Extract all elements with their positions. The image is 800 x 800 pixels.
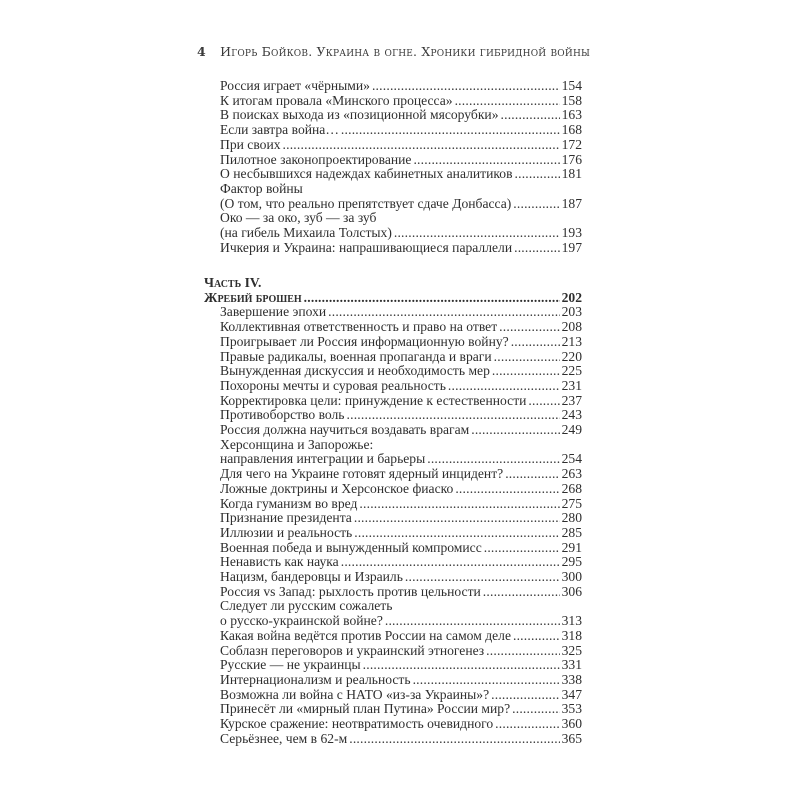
part-4-entries [204,305,582,746]
entry-title: Для чего на Украине готовят ядерный инцидент? [220,466,504,482]
toc-entry[interactable] [220,658,582,673]
entry-row [220,482,582,497]
toc-entry[interactable] [220,526,582,541]
dot-leader [469,423,559,438]
entry-row [220,123,582,138]
entry-row [220,394,582,409]
dot-leader [497,320,559,335]
entry-title-line1: Око — за око, зуб — за зуб [220,210,377,226]
entry-page: 331 [561,657,582,673]
entry-title: К итогам провала «Минского процесса» [220,92,453,108]
entry-page: 360 [561,716,582,732]
dot-leader [489,688,559,703]
dot-leader [411,153,559,168]
entry-title: Интернационализм и реальность [220,671,411,687]
entry-row [220,688,582,703]
entry-row [220,320,582,335]
entry-row [220,167,582,182]
entry-row [220,108,582,123]
toc-entry[interactable] [220,570,582,585]
running-title: Игорь Бойков. Украина в огне. Хроники гибридной войны [220,44,591,59]
entry-title: Серьёзнее, чем в 62-м [220,730,348,746]
entry-page: 338 [561,671,582,687]
entry-page: 176 [561,151,582,167]
entry-row [220,79,582,94]
entry-title: Вынужденная дискуссия и необходимость мер [220,363,490,379]
entry-title: Жребий брошен [204,289,302,305]
toc-entry[interactable] [220,364,582,379]
entry-title-line1: Следует ли русским сожалеть [220,598,393,614]
toc-entry[interactable] [220,335,582,350]
entry-row [220,541,582,556]
entry-page: 163 [561,107,582,123]
entry-page: 202 [561,289,582,305]
entry-title: Ненависть как наука [220,554,339,570]
entry-title: Правые радикалы, военная пропаганда и враги [220,348,492,364]
toc-entry[interactable] [220,320,582,335]
dot-leader [411,673,560,688]
entry-page: 325 [561,642,582,658]
dot-leader [490,364,560,379]
entry-row [220,350,582,365]
toc-entry[interactable] [220,555,582,570]
toc-entry[interactable] [220,688,582,703]
toc-entry[interactable] [220,153,582,168]
dot-leader [392,226,560,241]
dot-leader [492,350,560,365]
entry-title: Когда гуманизм во вред [220,495,358,511]
entry-page: 225 [561,363,582,379]
entry-page: 187 [561,195,582,211]
toc-entry[interactable] [220,511,582,526]
dot-leader [352,526,559,541]
entry-page: 249 [561,422,582,438]
entry-title: Военная победа и вынужденный компромисс [220,539,482,555]
entry-title: Россия играет «чёрными» [220,78,370,93]
toc-entry[interactable] [220,673,582,688]
dot-leader [361,658,560,673]
entry-title: При своих [220,136,281,152]
entry-row [220,241,582,256]
dot-leader [357,497,559,512]
entry-row [220,702,582,717]
entry-title: Пилотное законопроектирование [220,151,412,167]
dot-leader [383,614,560,629]
toc-entry[interactable] [220,644,582,659]
dot-leader [493,717,559,732]
dot-leader [499,108,560,123]
entry-title: О несбывшихся надеждах кабинетных аналитиков [220,166,513,182]
dot-leader [513,167,560,182]
entry-row [220,511,582,526]
entry-row [220,305,582,320]
dot-leader [281,138,560,153]
dot-leader [453,94,560,109]
entry-page: 231 [561,377,582,393]
toc-entry[interactable] [220,629,582,644]
entry-page: 347 [561,686,582,702]
dot-leader [425,452,559,467]
dot-leader [509,335,560,350]
entry-page: 365 [561,730,582,746]
entry-title: Русские — не украинцы [220,657,361,673]
entry-row [220,452,582,467]
entry-title: Возможна ли война с НАТО «из-за Украины»? [220,686,490,702]
entry-row [220,673,582,688]
dot-leader [503,467,559,482]
entry-page: 300 [561,569,582,585]
toc-entry[interactable] [220,702,582,717]
entry-title: направления интеграции и барьеры [220,451,426,467]
entry-title: Ичкерия и Украина: напрашивающиеся параллели [220,239,513,255]
entry-row [220,226,582,241]
entry-title: Завершение эпохи [220,304,327,320]
entry-page: 154 [561,78,582,93]
entry-page: 193 [561,225,582,241]
entry-title: о русско-украинской войне? [220,613,383,629]
entry-row [220,570,582,585]
entry-row [220,497,582,512]
dot-leader [403,570,560,585]
entry-page: 313 [561,613,582,629]
entry-row [220,658,582,673]
toc-entry[interactable] [220,717,582,732]
toc-entry[interactable] [220,350,582,365]
entry-page: 275 [561,495,582,511]
dot-leader [512,241,560,256]
toc-entry[interactable] [220,211,582,240]
entry-page: 318 [561,627,582,643]
dot-leader [339,555,560,570]
entry-title: (на гибель Михаила Толстых) [220,225,392,241]
page-number: 4 [197,44,206,59]
part-label: Часть IV. [204,275,262,290]
entry-row [220,644,582,659]
entry-page: 268 [561,480,582,496]
entry-page: 237 [561,392,582,408]
entry-row [220,364,582,379]
entry-page: 291 [561,539,582,555]
entry-title: Проигрывает ли Россия информационную войну? [220,333,509,349]
toc-entry[interactable] [220,408,582,423]
dot-leader [511,629,560,644]
dot-leader [484,644,559,659]
entry-title-line1: Херсонщина и Запорожье: [220,436,374,452]
entry-row [220,614,582,629]
entry-row [220,732,582,747]
entry-page: 243 [561,407,582,423]
toc-entry[interactable] [220,94,582,109]
entry-row [220,423,582,438]
dot-leader [481,585,560,600]
toc-entry[interactable] [220,379,582,394]
entry-page: 285 [561,524,582,540]
entry-page: 172 [561,136,582,152]
toc-entry[interactable] [220,241,582,256]
entry-page: 254 [561,451,582,467]
entry-page: 306 [561,583,582,599]
entry-page: 168 [561,122,582,138]
entry-page: 263 [561,466,582,482]
dot-leader [446,379,560,394]
toc-entry[interactable] [220,167,582,182]
toc-entry[interactable] [220,79,582,94]
toc-entry[interactable] [220,182,582,211]
entry-row [220,197,582,212]
entry-row [220,585,582,600]
dot-leader [370,79,560,94]
toc-entry[interactable] [220,541,582,556]
entry-row [220,335,582,350]
entry-row [220,717,582,732]
entry-row [220,94,582,109]
entry-page: 213 [561,333,582,349]
entry-title: Коллективная ответственность и право на ответ [220,319,498,335]
entry-page: 197 [561,239,582,255]
entry-title: Какая война ведётся против России на самом деле [220,627,511,643]
toc-entry[interactable] [220,394,582,409]
toc-entry[interactable] [220,585,582,600]
toc-entry-part-title[interactable] [204,291,582,306]
entry-row [220,408,582,423]
toc-entry[interactable] [220,108,582,123]
dot-leader [345,408,560,423]
entry-page: 295 [561,554,582,570]
entry-page: 158 [561,92,582,108]
entry-title: Ложные доктрины и Херсонское фиаско [220,480,454,496]
entry-row [220,555,582,570]
dot-leader [326,305,559,320]
toc-entry[interactable] [220,497,582,512]
toc-part-4 [204,276,582,747]
entry-row [220,526,582,541]
toc-entry[interactable] [220,305,582,320]
toc-entry[interactable] [220,138,582,153]
dot-leader [352,511,560,526]
toc-entry[interactable] [220,482,582,497]
entry-title: Похороны мечты и суровая реальность [220,377,446,393]
running-header [197,44,590,59]
toc-entry[interactable] [220,123,582,138]
dot-leader [510,702,559,717]
entry-row [220,467,582,482]
entry-title: Россия vs Запад: рыхлость против цельности [220,583,481,599]
toc-entry[interactable] [220,438,582,467]
dot-leader [526,394,559,409]
entry-title: Иллюзии и реальность [220,524,353,540]
entry-page: 181 [561,166,582,182]
entry-row [220,629,582,644]
toc-entry[interactable] [220,599,582,628]
toc-entry[interactable] [220,467,582,482]
dot-leader [511,197,559,212]
entry-row [220,138,582,153]
entry-row [220,379,582,394]
entry-title: Противоборство воль [220,407,345,423]
entry-title: Соблазн переговоров и украинский этногенез [220,642,485,658]
entry-title-line1: Фактор войны [220,180,303,196]
entry-title: Корректировка цели: принуждение к естественности [220,392,527,408]
entry-row [220,153,582,168]
entry-title: Нацизм, бандеровцы и Израиль [220,569,403,585]
toc-entry[interactable] [220,732,582,747]
dot-leader [453,482,559,497]
entry-page: 220 [561,348,582,364]
toc-entry[interactable] [220,423,582,438]
dot-leader [482,541,560,556]
entry-page: 280 [561,510,582,526]
entry-page: 208 [561,319,582,335]
entry-title: (О том, что реально препятствует сдаче Донбасса) [220,195,512,211]
entry-title: Если завтра война… [220,122,339,138]
dot-leader [347,732,559,747]
entry-title: Курское сражение: неотвратимость очевидного [220,716,494,732]
entry-page: 353 [561,701,582,717]
dot-leader [339,123,560,138]
entry-title: Россия должна научиться воздавать врагам [220,422,470,438]
toc-section-continued [220,79,582,255]
dot-leader [302,291,560,306]
entry-title: Принесёт ли «мирный план Путина» России мир? [220,701,511,717]
entry-page: 203 [561,304,582,320]
entry-title: Признание президента [220,510,352,526]
entry-title: В поисках выхода из «позиционной мясорубки» [220,107,499,123]
